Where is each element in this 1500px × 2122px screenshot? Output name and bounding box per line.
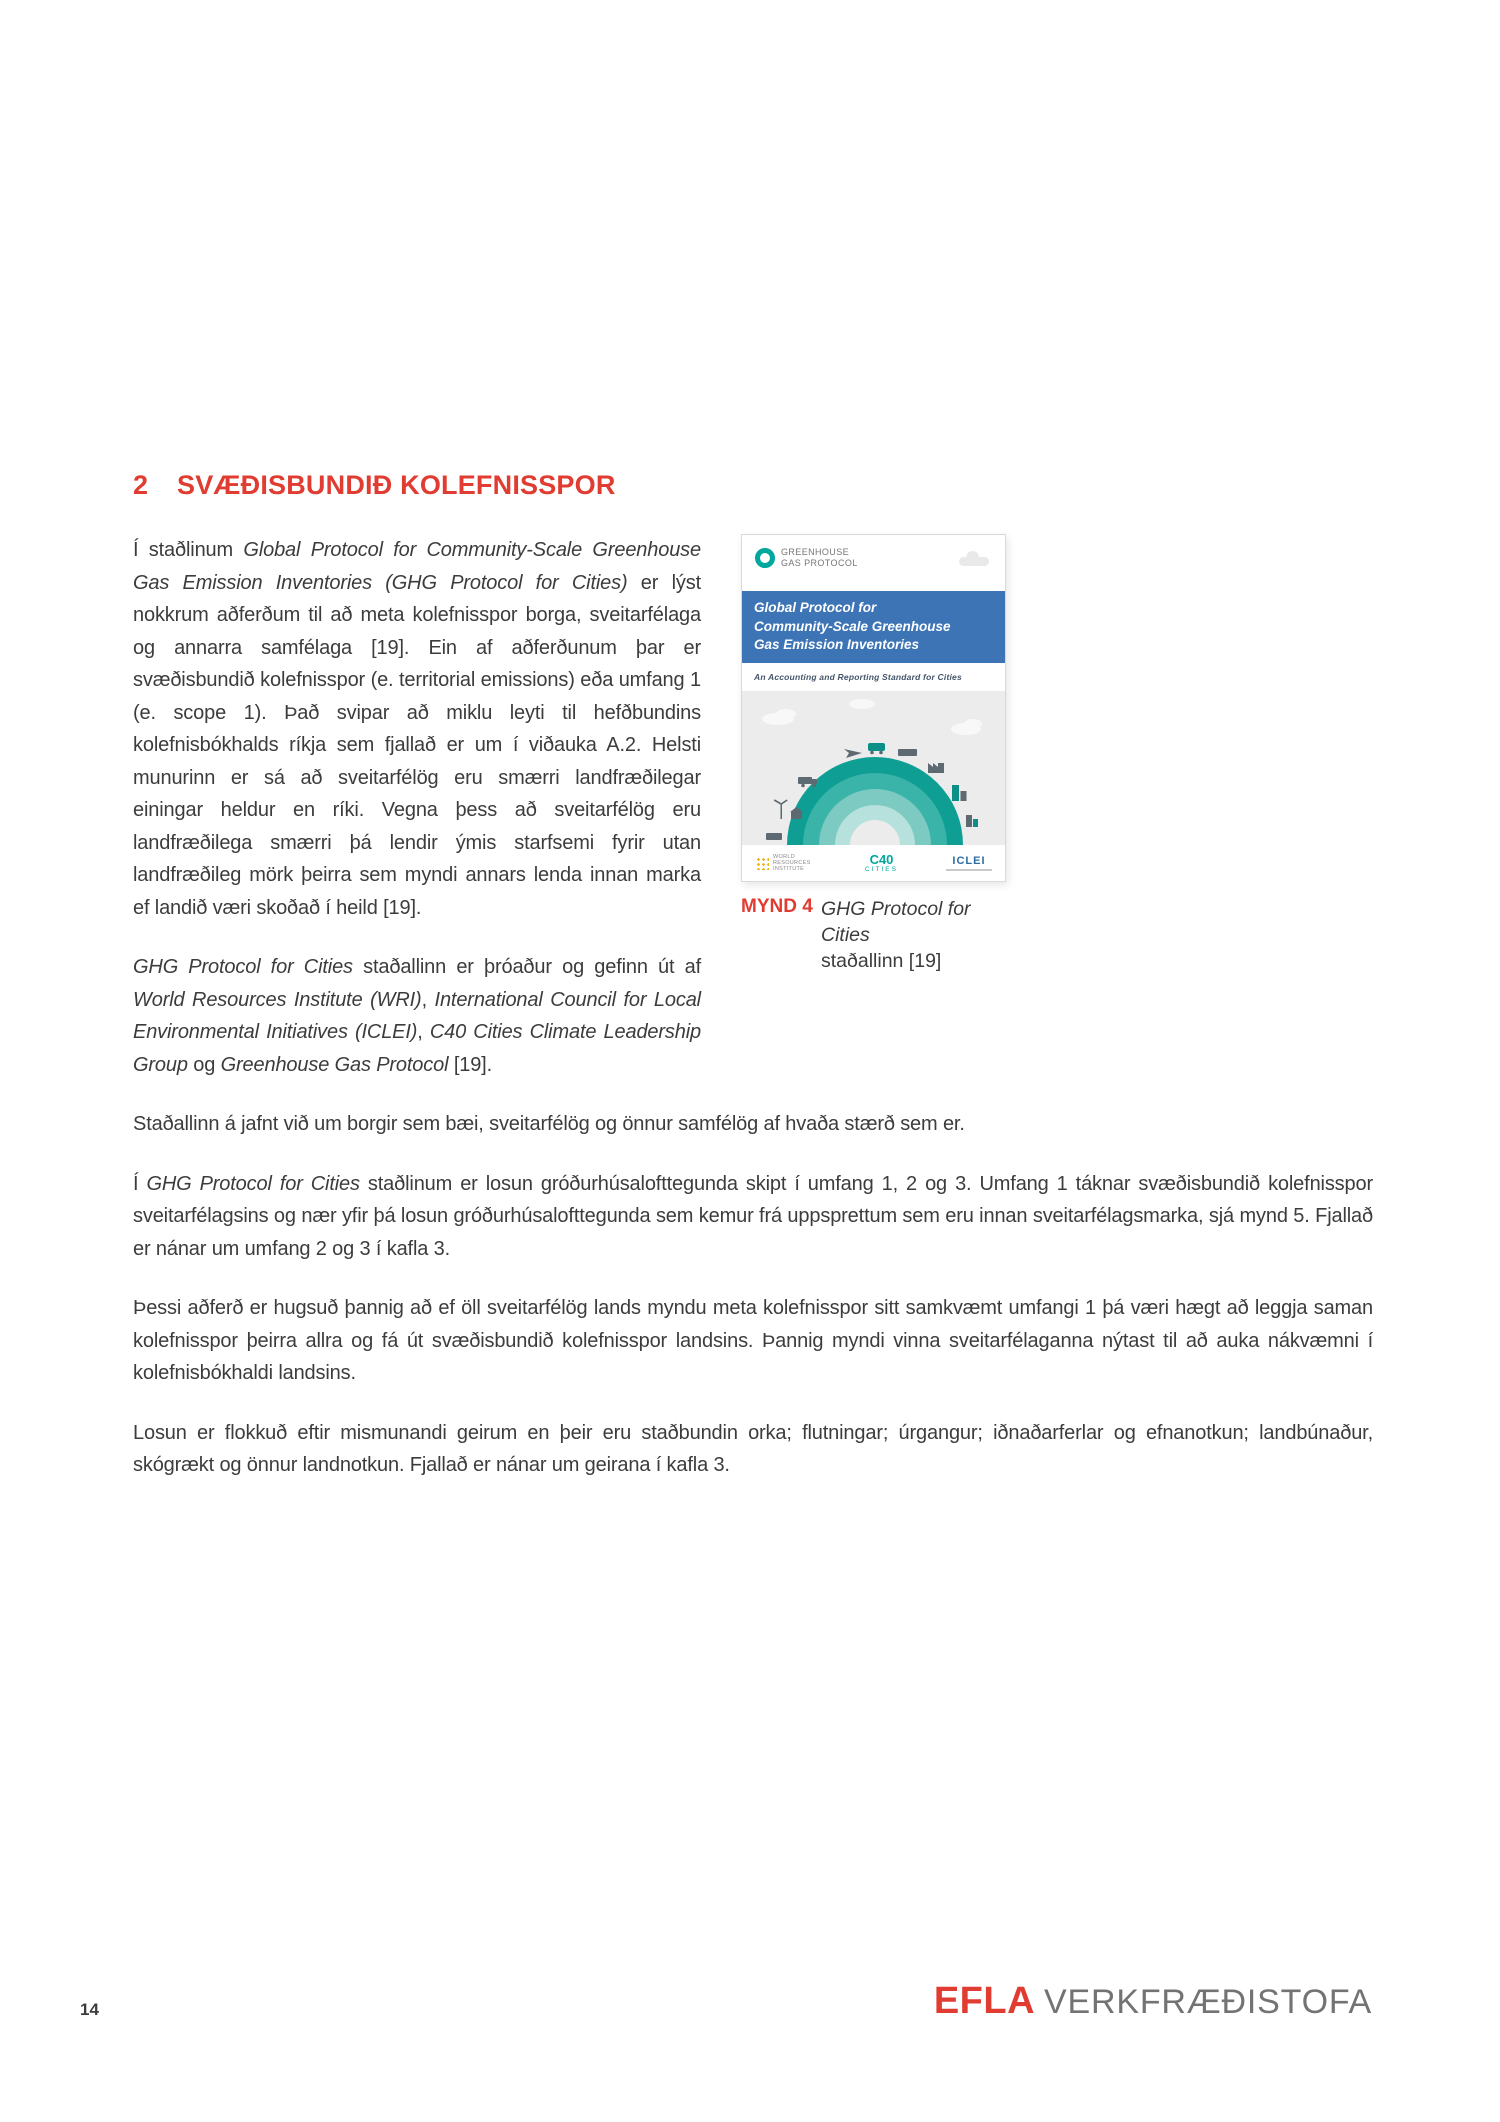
wri-logo xyxy=(755,854,817,872)
efla-suffix: VERKFRÆÐISTOFA xyxy=(1044,1983,1372,2021)
cover-subtitle: An Accounting and Reporting Standard for Cities xyxy=(742,663,1005,691)
figure-column xyxy=(741,534,1009,974)
figure-caption xyxy=(741,896,1009,974)
paragraph-6: Losun er flokkuð eftir mismunandi geirum en þeir eru staðbundin orka; flutningar; úrgangur; iðnaðarferlar og efnanotkun; landbúnaður, skógrækt og önnur landnotkun. Fjallað er nánar um geirana í kafla 3. xyxy=(133,1421,1373,1476)
section-title: SVÆÐISBUNDIÐ KOLEFNISSPOR xyxy=(177,470,616,500)
figure-caption-suffix: staðallinn [19] xyxy=(821,950,942,972)
ghg-logo-text xyxy=(781,547,858,568)
paragraph-2: GHG Protocol for Cities staðallinn er þróaður og gefinn út af World Resources Institute (WRI), International Council for Local Environmental Initiatives (ICLEI), C40 Cities Climate Leadership Group og Greenhouse Gas Protocol [19]. xyxy=(133,956,702,1076)
page-footer xyxy=(0,1980,1500,2050)
paragraph-1: Í staðlinum Global Protocol for Community-Scale Greenhouse Gas Emission Inventories (GHG Protocol for Cities) er lýst nokkrum aðferðum til að meta kolefnisspor borga, sveitarfélaga og annarra samfélaga [19]. Ein af aðferðunum þar er svæðisbundið kolefnisspor (e. territorial emissions) eða umfang 1 (e. scope 1). Það svipar að miklu leyti til hefðbundins kolefnisbókhalds ríkja sem fjallað er um í viðauka A.2. Helsti munurinn er sá að sveitarfélög eru smærri landfræðilegar einingar heldur en ríki. Vegna þess að sveitarfélög eru landfræðilega smærri þá lendir ýmis starfsemi fyrir utan landfræðileg mörk þeirra sem myndi annars lenda innan marka ef landið væri skoðað í heild [19]. xyxy=(133,539,702,919)
c40-logo xyxy=(865,851,898,873)
cover-header xyxy=(742,535,1005,591)
section-number: 2 xyxy=(133,470,149,500)
page-content xyxy=(133,534,1373,1482)
c40-logo-text: C40 xyxy=(869,851,894,867)
page-number: 14 xyxy=(80,2000,99,2019)
wri-logo-icon xyxy=(755,856,769,870)
figure-caption-title: GHG Protocol for Cities xyxy=(821,898,971,946)
cover-illustration xyxy=(742,691,1005,845)
figure-cover xyxy=(741,534,1006,882)
ghg-logo-line1: GREENHOUSE xyxy=(781,547,850,557)
c40-logo-subtext: CITIES xyxy=(865,865,898,873)
city-arch-illustration xyxy=(742,691,1005,845)
cover-title-line2: Community-Scale Greenhouse xyxy=(754,618,951,634)
paragraph-4: Í GHG Protocol for Cities staðlinum er losun gróðurhúsalofttegunda skipt í umfang 1, 2 og 3. Umfang 1 táknar svæðisbundið kolefnisspor sveitarfélagsins og nær yfir þá losun gróðurhúsalofttegunda sem kemur frá uppsprettum sem eru innan sveitarfélagsmarka, sjá mynd 5. Fjallað er nánar um umfang 2 og 3 í kafla 3. xyxy=(133,1172,1373,1260)
cover-title-band xyxy=(742,591,1005,663)
efla-wordmark: EFLA xyxy=(933,1980,1036,2022)
cover-title-line3: Gas Emission Inventories xyxy=(754,637,920,652)
text-and-figure-row xyxy=(133,534,1373,1081)
ghg-logo-icon xyxy=(755,548,775,568)
iclei-logo xyxy=(946,855,992,871)
text-column xyxy=(133,534,701,1081)
section-heading xyxy=(133,470,616,501)
efla-logo xyxy=(934,1980,1372,2023)
figure-caption-text xyxy=(821,896,1009,974)
cover-logos xyxy=(742,845,1005,881)
cloud-icon xyxy=(959,557,989,566)
paragraph-5: Þessi aðferð er hugsuð þannig að ef öll sveitarfélög lands myndu meta kolefnisspor sitt samkvæmt umfangi 1 þá væri hægt að leggja saman kolefnisspor þeirra allra og fá út svæðisbundið kolefnisspor landsins. Þannig myndi vinna sveitarfélaganna nýtast til að auka nákvæmni í kolefnisbókhaldi landsins. xyxy=(133,1297,1373,1384)
iclei-logo-underline xyxy=(946,869,992,871)
paragraph-3: Staðallinn á jafnt við um borgir sem bæi, sveitarfélög og önnur samfélög af hvaða stærð sem er. xyxy=(133,1113,965,1135)
cover-title-line1: Global Protocol for xyxy=(754,600,877,615)
ghg-protocol-logo xyxy=(755,547,995,568)
wri-logo-text: WORLD RESOURCES INSTITUTE xyxy=(773,854,811,872)
iclei-logo-text: ICLEI xyxy=(952,855,986,867)
ghg-logo-line2: GAS PROTOCOL xyxy=(781,557,858,568)
figure-label: MYND 4 xyxy=(741,896,813,917)
